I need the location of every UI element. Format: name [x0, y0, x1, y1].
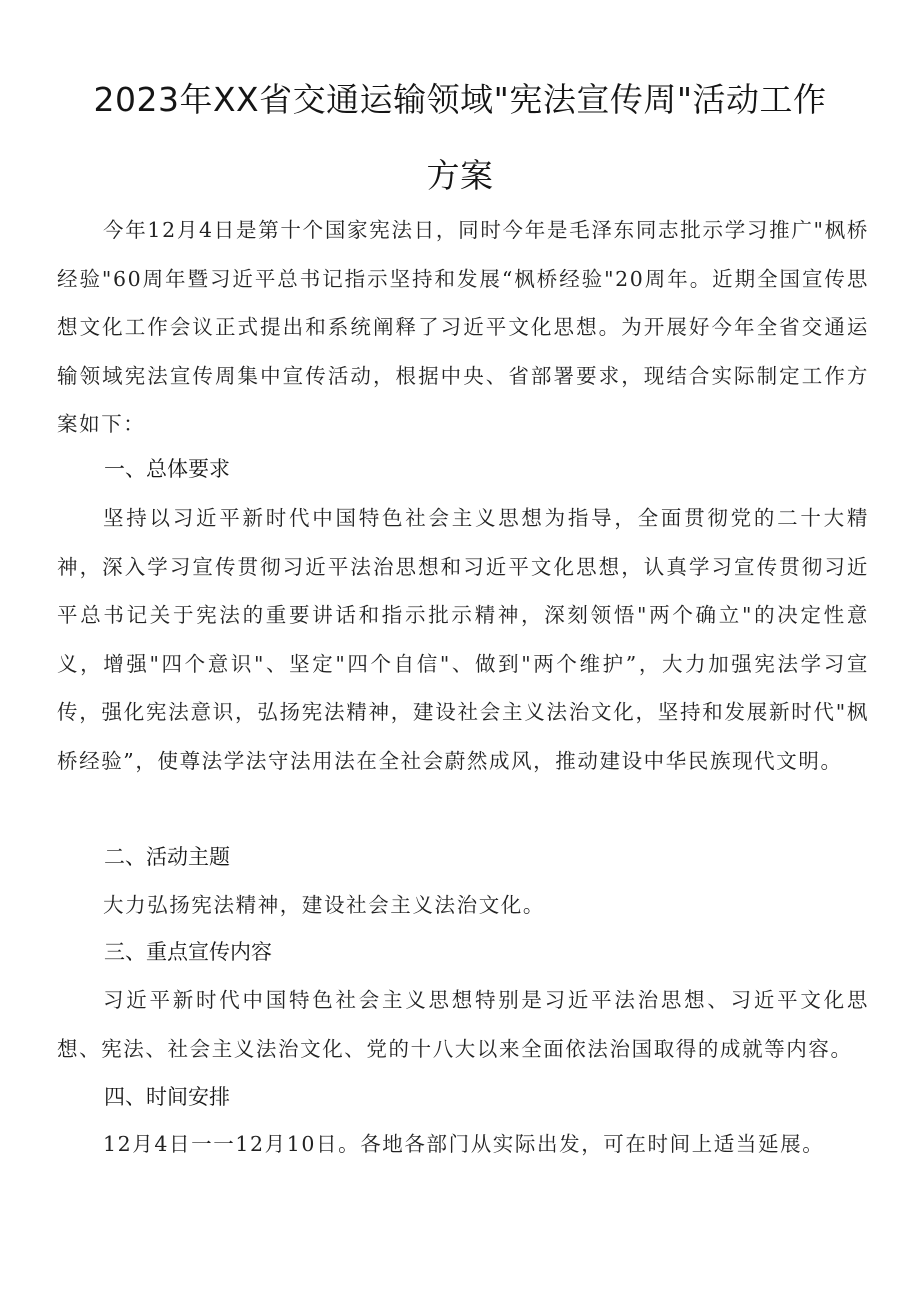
- section-paragraph-1: 坚持以习近平新时代中国特色社会主义思想为指导，全面贯彻党的二十大精神，深入学习宣传贯彻习近平法治思想和习近平文化思想，认真学习宣传贯彻习近平总书记关于宪法的重要讲话和指示批示精神，深刻领悟"两个确立"的决定性意义，增强"四个意识"、坚定"四个自信"、做到"两个维护”，大力加强宪法学习宣传，强化宪法意识，弘扬宪法精神，建设社会主义法治文化，坚持和发展新时代"枫桥经验”，使尊法学法守法用法在全社会蔚然成风，推动建设中华民族现代文明。: [57, 506, 869, 773]
- section-heading-3: 三、重点宣传内容: [104, 940, 272, 964]
- section-heading-1: 一、总体要求: [104, 457, 230, 481]
- document-title-line-1: 2023年XX省交通运输领域"宪法宣传周"活动工作: [93, 80, 827, 119]
- document-title-line-2: 方案: [426, 156, 494, 195]
- intro-paragraph: 今年12月4日是第十个国家宪法日，同时今年是毛泽东同志批示学习推广"枫桥经验"60周年暨习近平总书记指示坚持和发展“枫桥经验"20周年。近期全国宣传思想文化工作会议正式提出和系统阐释了习近平文化思想。为开展好今年全省交通运输领域宪法宣传周集中宣传活动，根据中央、省部署要求，现结合实际制定工作方案如下：: [57, 218, 869, 436]
- section-heading-4: 四、时间安排: [104, 1085, 230, 1109]
- section-paragraph-2: 大力弘扬宪法精神，建设社会主义法治文化。: [103, 893, 545, 917]
- section-paragraph-3: 习近平新时代中国特色社会主义思想特别是习近平法治思想、习近平文化思想、宪法、社会主义法治文化、党的十八大以来全面依法治国取得的成就等内容。: [57, 988, 869, 1061]
- section-paragraph-4: 12月4日一一12月10日。各地各部门从实际出发，可在时间上适当延展。: [103, 1132, 825, 1156]
- section-heading-2: 二、活动主题: [104, 845, 230, 869]
